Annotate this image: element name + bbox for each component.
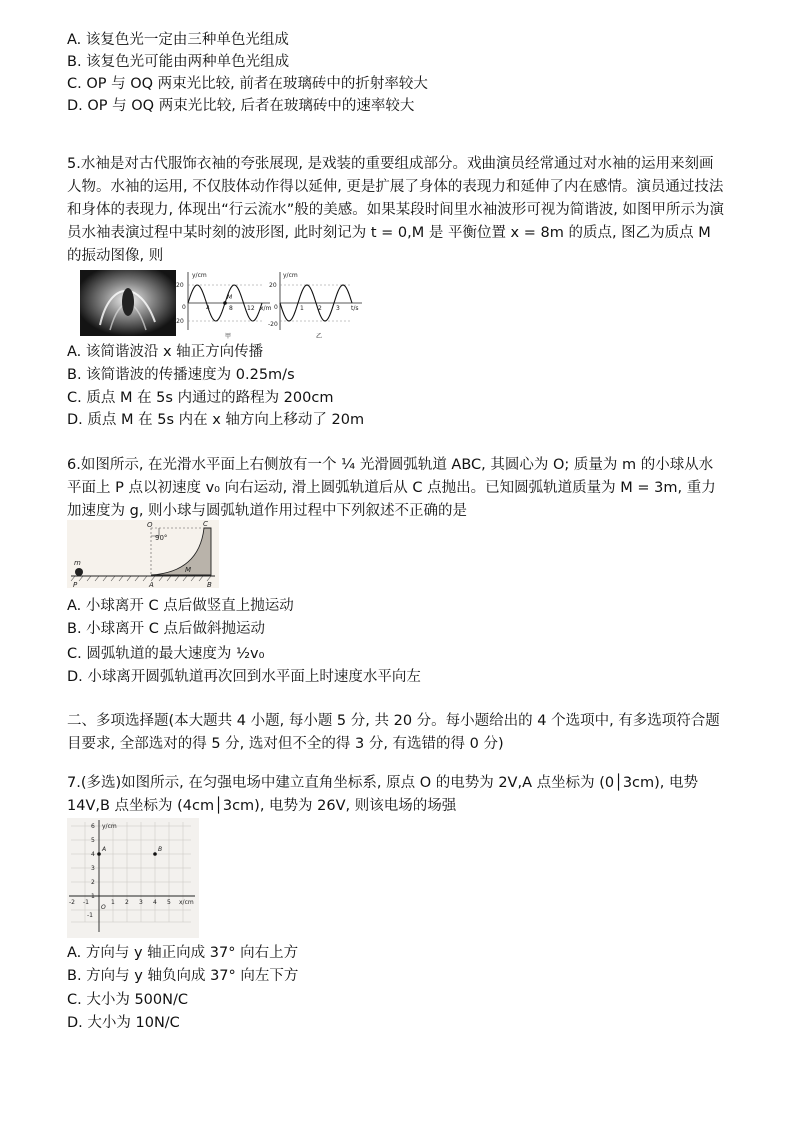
q6-label-o: O — [147, 521, 153, 529]
jia-ylabel: y/cm — [192, 272, 207, 279]
q6-label-big-m: M — [185, 566, 192, 574]
q7-ytick-5: 5 — [91, 837, 95, 844]
q5-option-b: B. 该简谐波的传播速度为 0.25m/s — [67, 367, 295, 383]
q7-xtick-4: 4 — [153, 899, 157, 906]
q4-option-c: C. OP 与 OQ 两束光比较, 前者在玻璃砖中的折射率较大 — [67, 76, 428, 92]
q4-option-d: D. OP 与 OQ 两束光比较, 后者在玻璃砖中的速率较大 — [67, 98, 415, 114]
jia-caption: 甲 — [225, 333, 232, 340]
q6-label-angle: 90° — [155, 534, 168, 542]
q5-option-c: C. 质点 M 在 5s 内通过的路程为 200cm — [67, 390, 334, 406]
q7-ytick-neg1: -1 — [87, 912, 93, 919]
yi-xtick-2: 2 — [318, 305, 322, 312]
q5-option-d: D. 质点 M 在 5s 内在 x 轴方向上移动了 20m — [67, 412, 365, 428]
q7-option-b: B. 方向与 y 轴负向成 37° 向左下方 — [67, 968, 299, 984]
q7-ytick-3: 3 — [91, 865, 95, 872]
q7-option-d: D. 大小为 10N/C — [67, 1015, 180, 1031]
q7-option-a: A. 方向与 y 轴正向成 37° 向右上方 — [67, 945, 299, 961]
q7-label-b: B — [158, 846, 163, 853]
q6-figure — [67, 520, 219, 588]
q7-origin: O — [101, 904, 106, 911]
q7-xtick-5: 5 — [167, 899, 171, 906]
q7-ytick-6: 6 — [91, 823, 95, 830]
yi-ytick-20: 20 — [269, 282, 277, 289]
q6-label-m: m — [74, 559, 81, 567]
q7-stem: 7.(多选)如图所示, 在匀强电场中建立直角坐标系, 原点 O 的电势为 2V,A 点坐标为 (0│3cm), 电势 14V,B 点坐标为 (4cm│3cm), 电势为 26V, 则该电场的场强 — [67, 775, 699, 814]
q7-ytick-4: 4 — [91, 851, 95, 858]
q7-figure — [67, 818, 199, 938]
q7-xlabel: x/cm — [179, 899, 194, 906]
jia-ytick-20: 20 — [176, 282, 184, 289]
q5-figure-jia — [174, 268, 274, 340]
q5-figure-yi — [268, 268, 366, 340]
jia-point-m — [223, 301, 227, 305]
q7-point-a — [97, 852, 101, 856]
jia-ytick-neg20: -20 — [174, 318, 184, 325]
q7-label-a: A — [102, 846, 107, 853]
yi-xtick-1: 1 — [300, 305, 304, 312]
q6-label-a: A — [149, 581, 154, 588]
jia-ytick-0: 0 — [182, 304, 186, 311]
q6-option-a: A. 小球离开 C 点后做竖直上抛运动 — [67, 598, 294, 614]
q7-point-b — [153, 852, 157, 856]
jia-xlabel: x/m — [260, 305, 272, 312]
q4-option-b: B. 该复色光可能由两种单色光组成 — [67, 54, 290, 70]
q6-label-p: P — [73, 581, 78, 588]
yi-caption: 乙 — [316, 333, 323, 340]
jia-xtick-4: 4 — [206, 305, 210, 312]
q7-xtick-3: 3 — [139, 899, 143, 906]
q6-option-c: C. 圆弧轨道的最大速度为 ½v₀ — [67, 646, 265, 662]
q7-option-c: C. 大小为 500N/C — [67, 992, 188, 1008]
q5-option-a: A. 该简谐波沿 x 轴正方向传播 — [67, 344, 264, 360]
q7-xtick-1: 1 — [111, 899, 115, 906]
q6-label-b: B — [207, 581, 212, 588]
yi-ytick-0: 0 — [274, 304, 278, 311]
q6-ball — [75, 568, 83, 576]
yi-xtick-3: 3 — [336, 305, 340, 312]
q7-ylabel: y/cm — [102, 823, 117, 830]
q5-stem: 5.水袖是对古代服饰衣袖的夸张展现, 是戏装的重要组成部分。戏曲演员经常通过对水袖的运用来刻画人物。水袖的运用, 不仅肢体动作得以延伸, 更是扩展了身体的表现力和延伸了内在感情。演员通过技法和身体的表现力, 体现出“行云流水”般的美感。如果某段时间里水袖波形可视为简谐波, 如图甲所示为演员水袖表演过程中某时刻的波形图, 此时刻记为 t = 0,M 是 平衡位置 x = 8m 的质点, 图乙为质点 M 的振动图像, 则 — [67, 156, 724, 264]
q7-xtick-2: 2 — [125, 899, 129, 906]
q7-ytick-2: 2 — [91, 879, 95, 886]
q5-photo — [80, 270, 176, 336]
q6-stem: 6.如图所示, 在光滑水平面上右侧放有一个 ¼ 光滑圆弧轨道 ABC, 其圆心为 O; 质量为 m 的小球从水平面上 P 点以初速度 v₀ 向右运动, 滑上圆弧轨道后从 C 点抛出。已知圆弧轨道质量为 M = 3m, 重力加速度为 g, 则小球与圆弧轨道作用过程中下列叙述不正确的是 — [67, 457, 716, 519]
q7-xtick-neg1: -1 — [83, 899, 89, 906]
q6-option-b: B. 小球离开 C 点后做斜抛运动 — [67, 621, 266, 637]
yi-ytick-neg20: -20 — [268, 321, 278, 328]
q4-option-a: A. 该复色光一定由三种单色光组成 — [67, 32, 289, 48]
q7-xtick-neg2: -2 — [69, 899, 75, 906]
section2-heading: 二、多项选择题(本大题共 4 小题, 每小题 5 分, 共 20 分。每小题给出的 4 个选项中, 有多选项符合题目要求, 全部选对的得 5 分, 选对但不全的得 3 分, 有选错的得 0 分) — [67, 713, 720, 752]
yi-xlabel: t/s — [351, 305, 359, 312]
q6-label-c: C — [203, 520, 208, 528]
yi-ylabel: y/cm — [283, 272, 298, 279]
q7-ytick-1: 1 — [91, 893, 95, 900]
jia-xtick-8: 8 — [229, 305, 233, 312]
jia-xtick-12: 12 — [247, 305, 255, 312]
jia-point-label: M — [227, 294, 233, 301]
q6-option-d: D. 小球离开圆弧轨道再次回到水平面上时速度水平向左 — [67, 669, 421, 685]
